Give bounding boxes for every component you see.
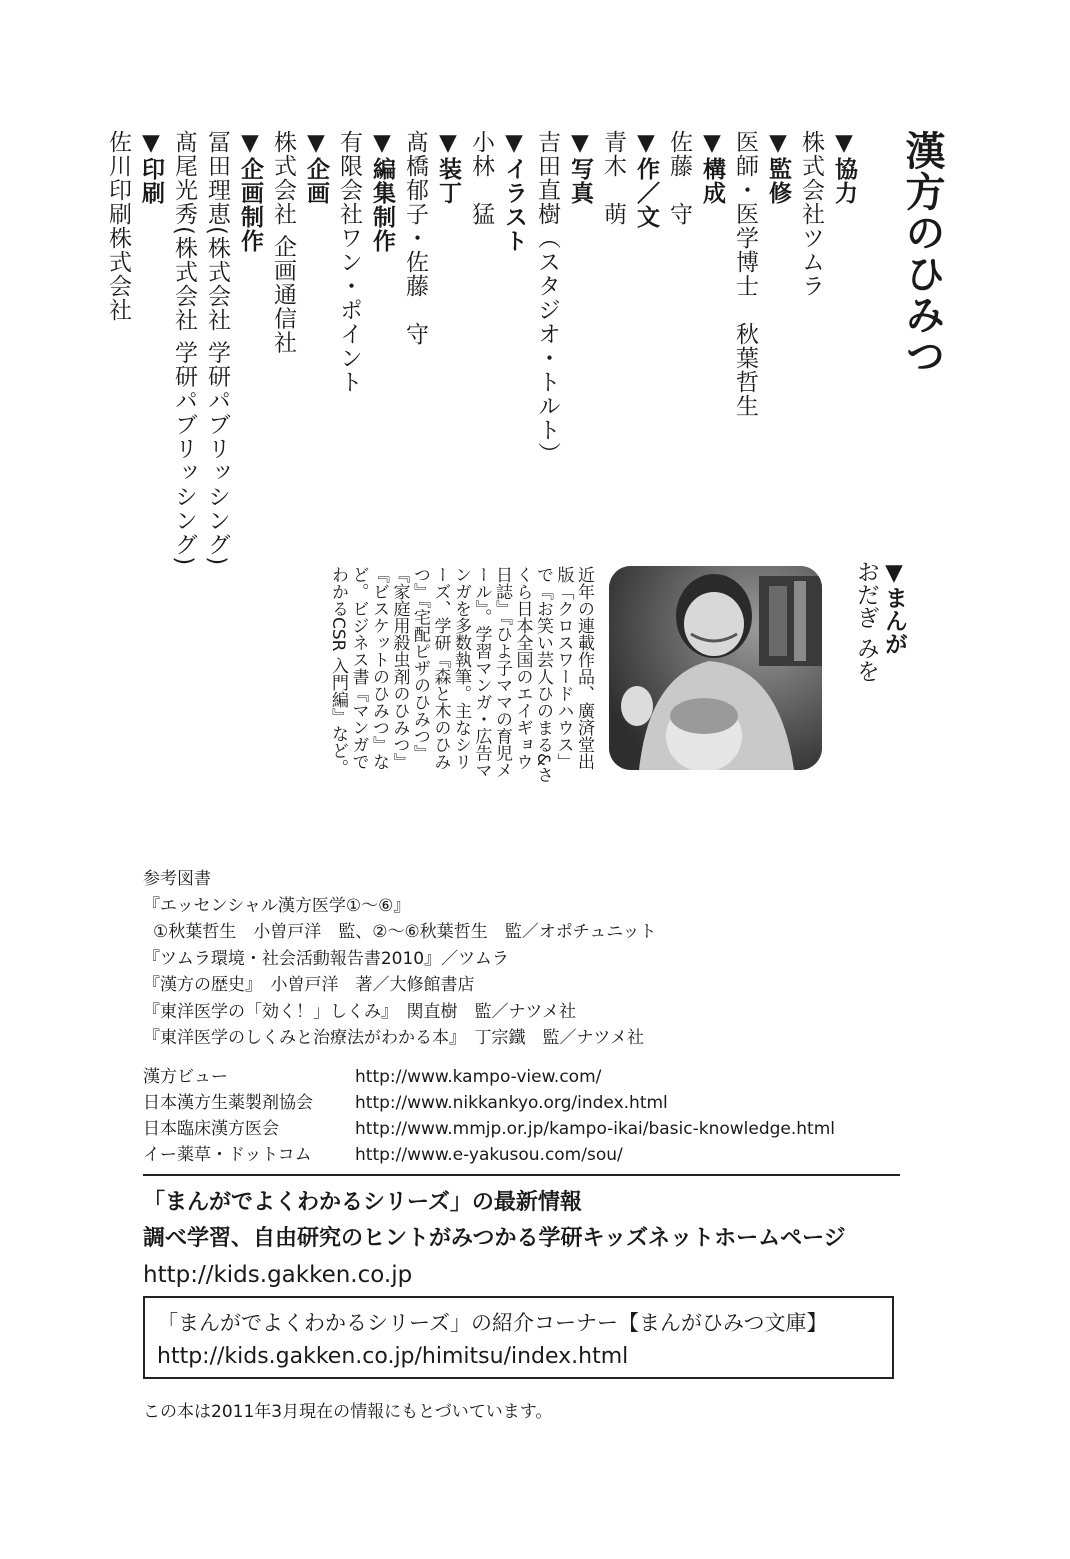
references-section xyxy=(143,866,657,1052)
credit-value: 冨田理恵(株式会社 学研パブリッシング) xyxy=(204,130,230,567)
website-url[interactable]: http://www.e-yakusou.com/sou/ xyxy=(355,1145,623,1165)
box-title: 「まんがでよくわかるシリーズ」の紹介コーナー【まんがひみつ文庫】 xyxy=(157,1311,828,1335)
box-url[interactable]: http://kids.gakken.co.jp/himitsu/index.html xyxy=(157,1344,629,1369)
website-row xyxy=(143,1090,835,1116)
credit-heading: ▼装丁 xyxy=(435,130,461,205)
himitsu-bunko-box xyxy=(143,1296,894,1379)
promo-line: 調べ学習、自由研究のヒントがみつかる学研キッズネットホームページ xyxy=(143,1226,846,1251)
credit-value: 青木 萌 xyxy=(600,130,626,226)
credit-heading: ▼企画制作 xyxy=(237,130,263,253)
website-row xyxy=(143,1142,835,1168)
reference-item: 『東洋医学のしくみと治療法がわかる本』 丁宗鐵 監／ナツメ社 xyxy=(143,1028,644,1048)
website-row xyxy=(143,1064,835,1090)
credit-value: 髙尾光秀(株式会社 学研パブリッシング) xyxy=(171,130,197,567)
credit-heading: ▼印刷 xyxy=(138,130,164,205)
artist-photo-image xyxy=(609,566,822,770)
divider xyxy=(143,1174,900,1176)
credit-heading: ▼作／文 xyxy=(633,130,659,229)
credit-heading: ▼監修 xyxy=(765,130,791,205)
reference-item: ①秋葉哲生 小曽戸洋 監、②〜⑥秋葉哲生 監／オポチュニット xyxy=(153,922,657,942)
website-name: 日本漢方生薬製剤協会 xyxy=(143,1093,313,1113)
promo-line: 「まんがでよくわかるシリーズ」の最新情報 xyxy=(143,1190,582,1215)
reference-item: 『東洋医学の「効く！」しくみ』 関直樹 監／ナツメ社 xyxy=(143,1001,576,1022)
references-heading: 参考図書 xyxy=(143,869,211,889)
credit-heading: ▼協力 xyxy=(831,130,857,205)
credit-value: 株式会社ツムラ xyxy=(798,130,824,298)
artist-photo xyxy=(609,566,822,770)
credit-heading: ▼イラスト xyxy=(501,130,527,253)
credit-value: 小林 猛 xyxy=(468,130,494,226)
credit-value: 株式会社 企画通信社 xyxy=(270,130,296,355)
book-title: 漢方のひみつ xyxy=(899,130,945,376)
info-date-note: この本は2011年3月現在の情報にもとづいています。 xyxy=(143,1402,553,1422)
website-list xyxy=(143,1064,835,1168)
promo-url[interactable]: http://kids.gakken.co.jp xyxy=(143,1262,413,1288)
website-url[interactable]: http://www.nikkankyo.org/index.html xyxy=(355,1093,668,1113)
credit-heading: ▼構成 xyxy=(699,130,725,205)
website-row xyxy=(143,1116,835,1142)
website-name: イー薬草・ドットコム xyxy=(143,1145,312,1165)
website-name: 日本臨床漢方医会 xyxy=(143,1119,279,1139)
credit-heading: ▼企画 xyxy=(303,130,329,205)
manga-credit xyxy=(852,560,908,682)
credit-value: 医師・医学博士 秋葉哲生 xyxy=(732,130,758,418)
credits-list xyxy=(101,130,860,567)
series-promo xyxy=(143,1185,846,1293)
credit-heading: ▼編集制作 xyxy=(369,130,395,253)
reference-item: 『ツムラ環境・社会活動報告書2010』／ツムラ xyxy=(143,948,509,969)
credit-value: 髙橋郁子・佐藤 守 xyxy=(402,130,428,346)
reference-item: 『エッセンシャル漢方医学①〜⑥』 xyxy=(143,895,411,916)
credit-heading: ▼写真 xyxy=(567,130,593,205)
artist-bio: 近年の連載作品、廣済堂出版「クロスワードハウス」で『お笑い芸人ひのまる&さくら日本全国のエイギョウ日誌』『ひよ子ママの育児メール』。学習マンガ・広告マンガを多数執筆。主なシリーズ、学研『森と木のひみつ』『宅配ピザのひみつ』『家庭用殺虫剤のひみつ』『ビスケットのひみつ』など。ビジネス書『マンガでわかるCSR 入門編』など。 xyxy=(328,566,594,784)
credit-value: 佐川印刷株式会社 xyxy=(105,130,131,322)
credit-value: 吉田直樹（スタジオ・トルト） xyxy=(534,130,560,466)
manga-heading: ▼まんが xyxy=(881,560,907,655)
website-name: 漢方ビュー xyxy=(143,1067,228,1087)
credit-value: 佐藤 守 xyxy=(666,130,692,226)
reference-item: 『漢方の歴史』 小曽戸洋 著／大修館書店 xyxy=(143,975,475,995)
manga-artist: おだぎ みを xyxy=(853,560,879,683)
credit-value: 有限会社ワン・ポイント xyxy=(336,130,362,394)
website-url[interactable]: http://www.mmjp.or.jp/kampo-ikai/basic-knowledge.html xyxy=(355,1119,835,1139)
website-url[interactable]: http://www.kampo-view.com/ xyxy=(355,1067,602,1087)
